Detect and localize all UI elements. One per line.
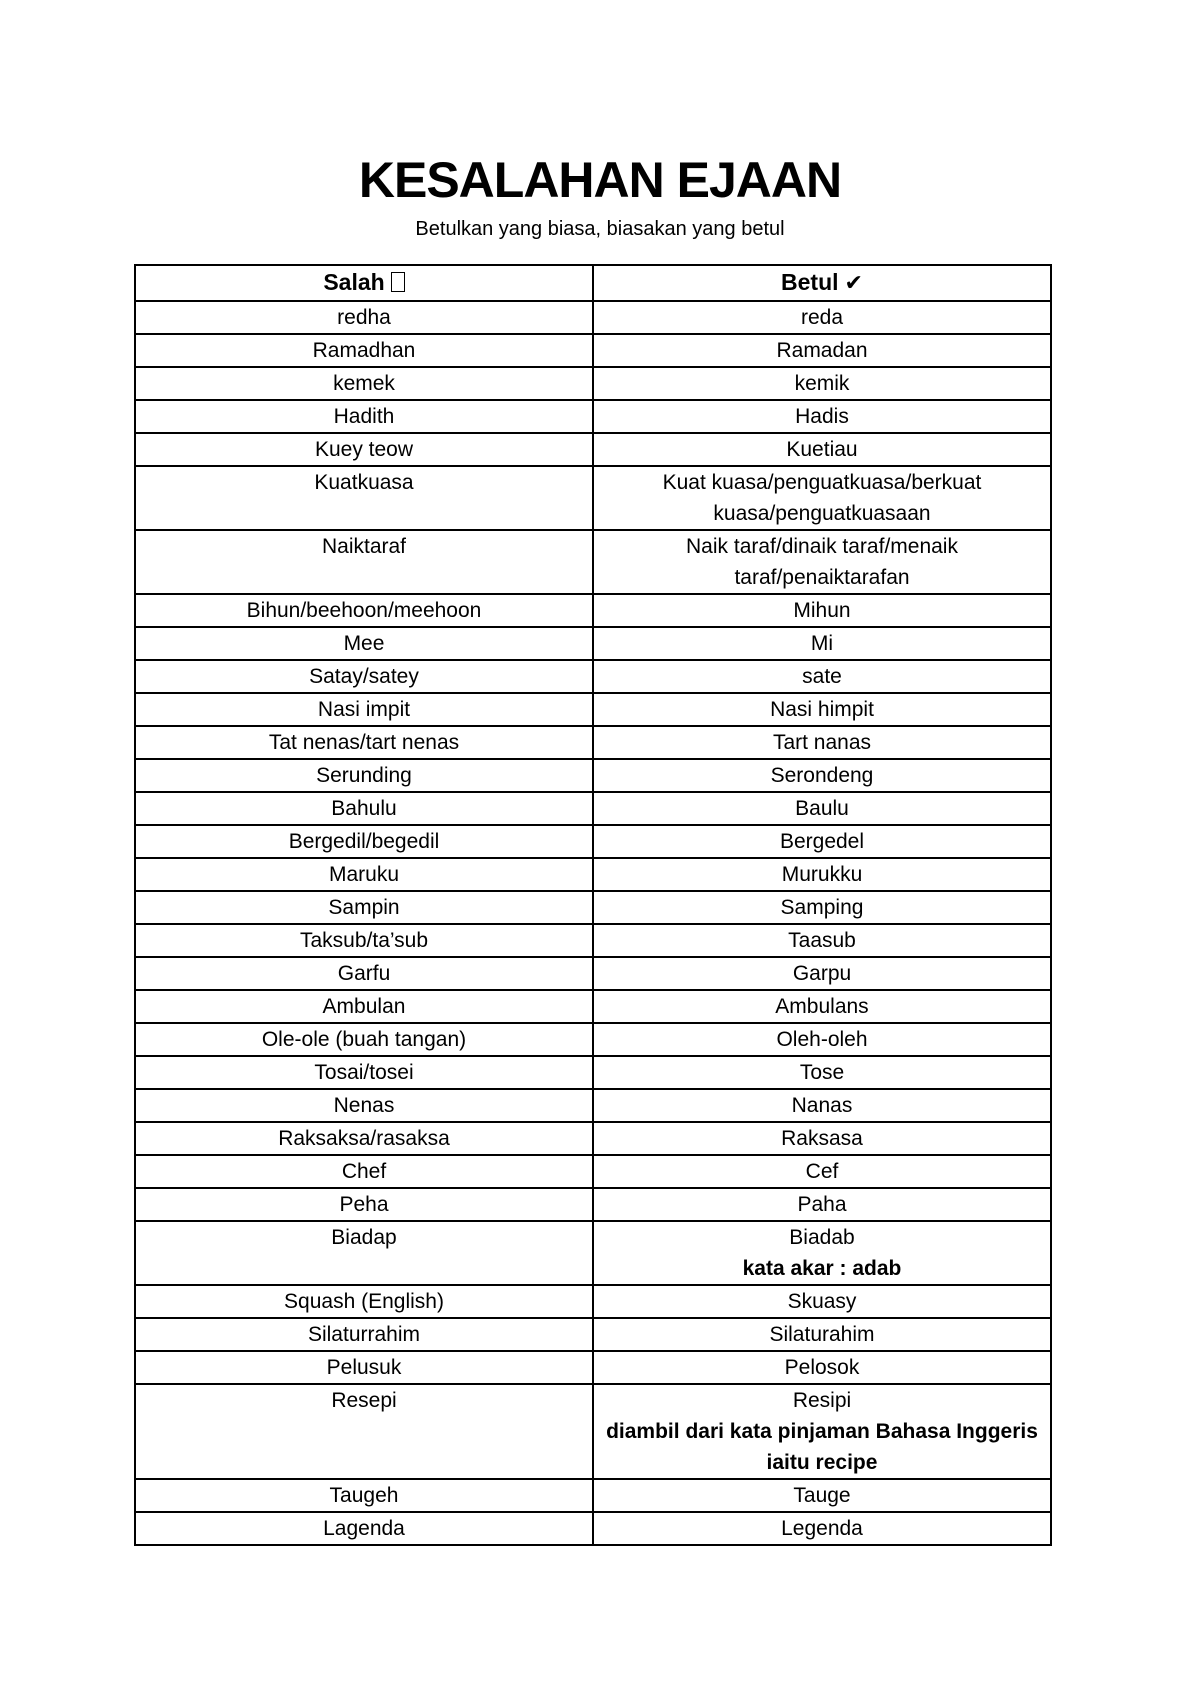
table-row bbox=[135, 433, 1051, 466]
table-row bbox=[135, 334, 1051, 367]
cell-salah: Kuatkuasa bbox=[135, 466, 593, 530]
cell-salah: Raksaksa/rasaksa bbox=[135, 1122, 593, 1155]
cell-betul bbox=[593, 726, 1051, 759]
header-salah bbox=[135, 265, 593, 301]
cell-betul-text: Mi bbox=[810, 632, 834, 655]
cell-betul bbox=[593, 825, 1051, 858]
cell-salah: Peha bbox=[135, 1188, 593, 1221]
table-row bbox=[135, 858, 1051, 891]
cell-betul-text: Ambulans bbox=[775, 995, 869, 1018]
cell-betul-text: Skuasy bbox=[787, 1290, 857, 1313]
cell-betul-note: diambil dari kata pinjaman Bahasa Inggeris iaitu recipe bbox=[606, 1420, 1038, 1474]
cell-salah: Hadith bbox=[135, 400, 593, 433]
cell-betul bbox=[593, 990, 1051, 1023]
cell-salah: Mee bbox=[135, 627, 593, 660]
cell-betul-text: kemik bbox=[794, 372, 850, 395]
cell-salah: Nasi impit bbox=[135, 693, 593, 726]
cell-salah: Taugeh bbox=[135, 1479, 593, 1512]
table-row bbox=[135, 400, 1051, 433]
cell-salah: Maruku bbox=[135, 858, 593, 891]
cell-salah: Resepi bbox=[135, 1384, 593, 1479]
cell-betul bbox=[593, 1479, 1051, 1512]
table-row bbox=[135, 660, 1051, 693]
cell-salah: Satay/satey bbox=[135, 660, 593, 693]
cell-betul-text: Cef bbox=[805, 1160, 839, 1183]
header-betul-label: Betul bbox=[781, 269, 839, 295]
cell-betul-text: Nanas bbox=[791, 1094, 853, 1117]
checkmark-icon: ✔ bbox=[844, 271, 863, 296]
table-row bbox=[135, 957, 1051, 990]
cell-salah: Kuey teow bbox=[135, 433, 593, 466]
table-row bbox=[135, 1351, 1051, 1384]
cell-betul-text: Silaturahim bbox=[769, 1323, 875, 1346]
cell-betul bbox=[593, 693, 1051, 726]
table-row bbox=[135, 1188, 1051, 1221]
cell-betul-note: kata akar : adab bbox=[742, 1257, 902, 1280]
table-row bbox=[135, 1023, 1051, 1056]
cell-betul bbox=[593, 400, 1051, 433]
table-row bbox=[135, 693, 1051, 726]
cell-salah: Tosai/tosei bbox=[135, 1056, 593, 1089]
table-row bbox=[135, 924, 1051, 957]
cell-betul bbox=[593, 1318, 1051, 1351]
cell-betul bbox=[593, 1122, 1051, 1155]
cell-betul-text: Garpu bbox=[792, 962, 852, 985]
cell-betul bbox=[593, 301, 1051, 334]
cell-betul-text: Serondeng bbox=[770, 764, 874, 787]
table-row bbox=[135, 1089, 1051, 1122]
cell-betul-text: Biadab bbox=[789, 1226, 855, 1249]
page-title: KESALAHAN EJAAN bbox=[358, 152, 842, 208]
table-row bbox=[135, 1122, 1051, 1155]
cell-betul-text: Ramadan bbox=[776, 339, 868, 362]
cell-betul-text: sate bbox=[802, 665, 842, 688]
table-row bbox=[135, 792, 1051, 825]
cell-salah: Lagenda bbox=[135, 1512, 593, 1545]
cell-salah: Chef bbox=[135, 1155, 593, 1188]
cell-betul bbox=[593, 530, 1051, 594]
cell-betul-text: Hadis bbox=[795, 405, 849, 428]
cell-salah: Naiktaraf bbox=[135, 530, 593, 594]
table-row bbox=[135, 1155, 1051, 1188]
cell-betul bbox=[593, 334, 1051, 367]
cell-betul-text: Mihun bbox=[793, 599, 851, 622]
cell-salah: Nenas bbox=[135, 1089, 593, 1122]
table-row bbox=[135, 530, 1051, 594]
cell-betul bbox=[593, 957, 1051, 990]
cell-betul bbox=[593, 433, 1051, 466]
cell-betul bbox=[593, 891, 1051, 924]
table-row bbox=[135, 1479, 1051, 1512]
box-icon bbox=[391, 272, 405, 292]
cell-betul-text: Tart nanas bbox=[772, 731, 872, 754]
table-row bbox=[135, 1384, 1051, 1479]
cell-salah: redha bbox=[135, 301, 593, 334]
cell-betul bbox=[593, 627, 1051, 660]
table-row bbox=[135, 759, 1051, 792]
cell-betul-text: Naik taraf/dinaik taraf/menaik taraf/penaiktarafan bbox=[686, 535, 958, 589]
cell-salah: Pelusuk bbox=[135, 1351, 593, 1384]
cell-betul bbox=[593, 759, 1051, 792]
cell-betul bbox=[593, 792, 1051, 825]
cell-betul bbox=[593, 660, 1051, 693]
cell-betul-text: Kuetiau bbox=[786, 438, 858, 461]
cell-betul-text: Tose bbox=[799, 1061, 845, 1084]
cell-betul bbox=[593, 367, 1051, 400]
table-row bbox=[135, 990, 1051, 1023]
cell-salah: Bergedil/begedil bbox=[135, 825, 593, 858]
cell-betul bbox=[593, 1188, 1051, 1221]
cell-salah: Ambulan bbox=[135, 990, 593, 1023]
cell-betul bbox=[593, 1351, 1051, 1384]
table-row bbox=[135, 367, 1051, 400]
cell-salah: Squash (English) bbox=[135, 1285, 593, 1318]
table-row bbox=[135, 726, 1051, 759]
table-body bbox=[135, 301, 1051, 1545]
table-row bbox=[135, 891, 1051, 924]
cell-salah: Silaturrahim bbox=[135, 1318, 593, 1351]
table-row bbox=[135, 301, 1051, 334]
table-row bbox=[135, 1221, 1051, 1285]
cell-salah: Sampin bbox=[135, 891, 593, 924]
cell-salah: Bihun/beehoon/meehoon bbox=[135, 594, 593, 627]
cell-betul bbox=[593, 1056, 1051, 1089]
cell-salah: Tat nenas/tart nenas bbox=[135, 726, 593, 759]
cell-betul bbox=[593, 1089, 1051, 1122]
table-row bbox=[135, 1056, 1051, 1089]
cell-betul-text: Kuat kuasa/penguatkuasa/berkuat kuasa/penguatkuasaan bbox=[662, 471, 982, 525]
table-row bbox=[135, 466, 1051, 530]
cell-betul-text: Oleh-oleh bbox=[776, 1028, 868, 1051]
cell-salah: Bahulu bbox=[135, 792, 593, 825]
cell-betul bbox=[593, 1285, 1051, 1318]
cell-betul bbox=[593, 1023, 1051, 1056]
cell-betul-text: Pelosok bbox=[784, 1356, 860, 1379]
page-subtitle: Betulkan yang biasa, biasakan yang betul bbox=[415, 218, 785, 240]
cell-salah: Garfu bbox=[135, 957, 593, 990]
cell-betul-text: Paha bbox=[797, 1193, 847, 1216]
cell-salah: Taksub/ta’sub bbox=[135, 924, 593, 957]
cell-betul-text: Raksasa bbox=[781, 1127, 863, 1150]
cell-betul bbox=[593, 594, 1051, 627]
cell-betul bbox=[593, 858, 1051, 891]
cell-betul-text: reda bbox=[800, 306, 844, 329]
header-betul bbox=[593, 265, 1051, 301]
cell-salah: Ramadhan bbox=[135, 334, 593, 367]
cell-betul-text: Nasi himpit bbox=[770, 698, 874, 721]
cell-betul-text: Samping bbox=[780, 896, 864, 919]
table-row bbox=[135, 594, 1051, 627]
cell-betul-text: Taasub bbox=[788, 929, 856, 952]
table-header-row bbox=[135, 265, 1051, 301]
cell-betul bbox=[593, 466, 1051, 530]
table-row bbox=[135, 1318, 1051, 1351]
cell-betul-text: Tauge bbox=[793, 1484, 851, 1507]
cell-betul bbox=[593, 1155, 1051, 1188]
cell-betul-text: Resipi bbox=[792, 1389, 852, 1412]
spelling-table bbox=[134, 264, 1052, 1546]
table-row bbox=[135, 627, 1051, 660]
cell-salah: Serunding bbox=[135, 759, 593, 792]
table-row bbox=[135, 1285, 1051, 1318]
cell-betul bbox=[593, 1221, 1051, 1285]
table-row bbox=[135, 825, 1051, 858]
cell-betul-text: Legenda bbox=[781, 1517, 863, 1540]
cell-betul-text: Murukku bbox=[781, 863, 863, 886]
cell-betul bbox=[593, 1512, 1051, 1545]
cell-betul-text: Bergedel bbox=[779, 830, 865, 853]
table-row bbox=[135, 1512, 1051, 1545]
cell-salah: kemek bbox=[135, 367, 593, 400]
cell-salah: Biadap bbox=[135, 1221, 593, 1285]
cell-betul-text: Baulu bbox=[795, 797, 849, 820]
header-salah-label: Salah bbox=[323, 269, 385, 295]
cell-betul bbox=[593, 924, 1051, 957]
cell-salah: Ole-ole (buah tangan) bbox=[135, 1023, 593, 1056]
cell-betul bbox=[593, 1384, 1051, 1479]
